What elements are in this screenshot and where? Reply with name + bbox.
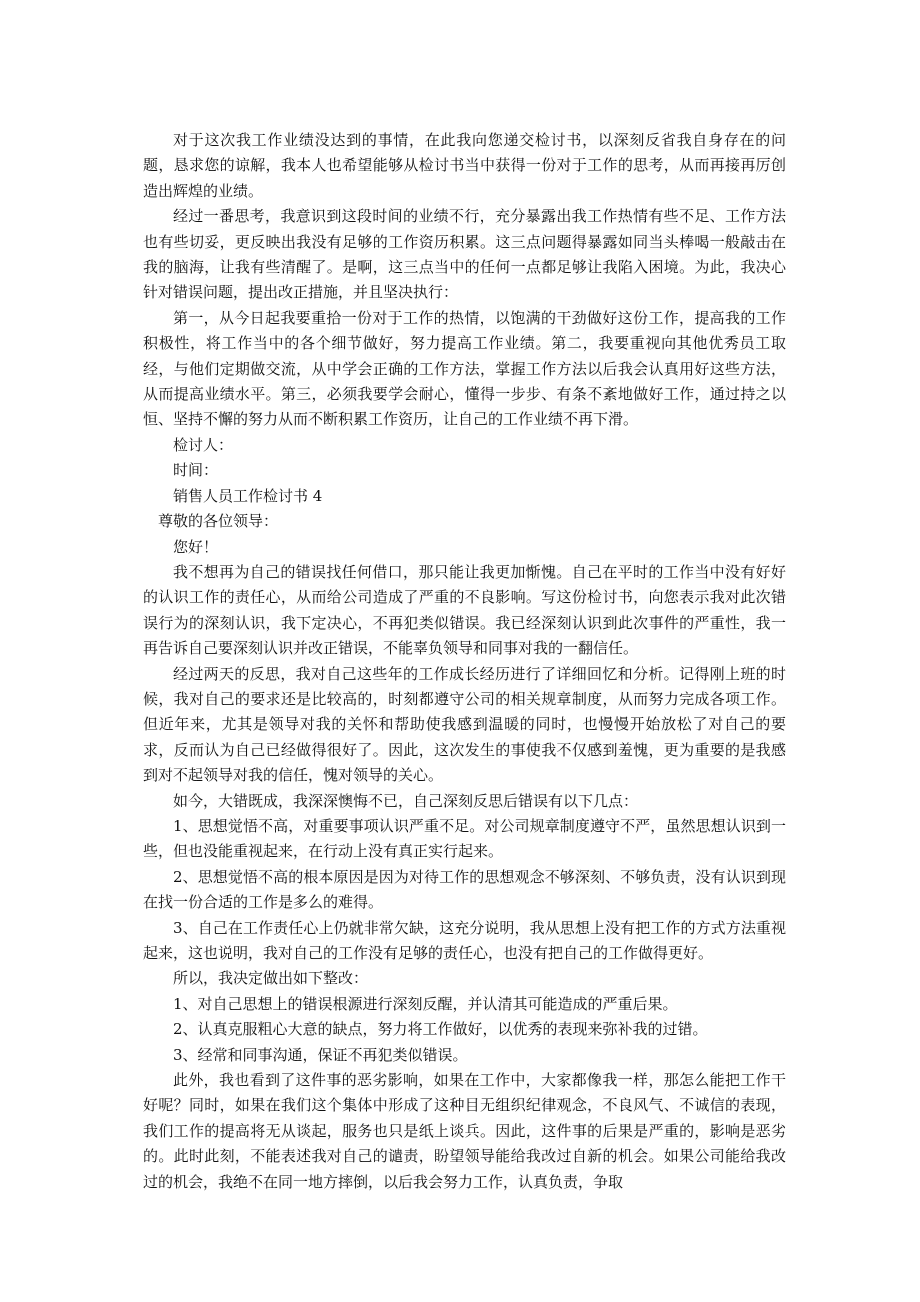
list-item: 2、认真克服粗心大意的缺点，努力将工作做好，以优秀的表现来弥补我的过错。 bbox=[173, 1020, 708, 1039]
paragraph: 经过一番思考，我意识到这段时间的业绩不行，充分暴露出我工作热情有些不足、工作方法也有些切妥，更反映出我没有足够的工作资历积累。这三点问题得暴露如同当头棒喝一般敲击在我的脑海，让我有些清醒了。是啊，这三点当中的任何一点都足够让我陷入困境。为此，我决心针对错误问题，提出改正措施，并且坚决执行： bbox=[143, 207, 786, 302]
section-title: 销售人员工作检讨书 4 bbox=[173, 486, 323, 505]
paragraph: 此外，我也看到了这件事的恶劣影响，如果在工作中，大家都像我一样，那怎么能把工作干好呢？同时，如果在我们这个集体中形成了这种目无组织纪律观念，不良风气、不诚信的表现，我们工作的提高将无从谈起，服务也只是纸上谈兵。因此，这件事的后果是严重的，影响是恶劣的。此时此刻，不能表述我对自己的谴责，盼望领导能给我改过自新的机会。如果公司能给我改过的机会，我绝不在同一地方摔倒，以后我会努力工作，认真负责，争取 bbox=[143, 1071, 786, 1191]
document-page bbox=[143, 128, 786, 1195]
list-item: 1、思想觉悟不高，对重要事项认识严重不足。对公司规章制度遵守不严，虽然思想认识到一些，但也没能重视起来，在行动上没有真正实行起来。 bbox=[143, 816, 786, 861]
list-item: 3、经常和同事沟通，保证不再犯类似错误。 bbox=[173, 1045, 468, 1064]
greeting: 您好！ bbox=[173, 537, 219, 556]
paragraph: 经过两天的反思，我对自己这些年的工作成长经历进行了详细回忆和分析。记得刚上班的时候，我对自己的要求还是比较高的，时刻都遵守公司的相关规章制度，从而努力完成各项工作。但近年来，尤其是领导对我的关怀和帮助使我感到温暖的同时，也慢慢开始放松了对自己的要求，反而认为自己已经做得很好了。因此，这次发生的事使我不仅感到羞愧，更为重要的是我感到对不起领导对我的信任，愧对领导的关心。 bbox=[143, 664, 786, 785]
time-label: 时间： bbox=[173, 461, 219, 480]
list-item: 1、对自己思想上的错误根源进行深刻反醒，并认清其可能造成的严重后果。 bbox=[173, 994, 678, 1013]
paragraph: 我不想再为自己的错误找任何借口，那只能让我更加惭愧。自己在平时的工作当中没有好好的认识工作的责任心，从而给公司造成了严重的不良影响。写这份检讨书，向您表示我对此次错误行为的深刻认识，我下定决心，不再犯类似错误。我已经深刻认识到此次事件的严重性，我一再告诉自己要深刻认识并改正错误，不能辜负领导和同事对我的一翻信任。 bbox=[143, 562, 786, 658]
paragraph: 对于这次我工作业绩没达到的事情，在此我向您递交检讨书，以深刻反省我自身存在的问题，恳求您的谅解，我本人也希望能够从检讨书当中获得一份对于工作的思考，从而再接再厉创造出辉煌的业绩。 bbox=[143, 131, 786, 200]
signer-label: 检讨人： bbox=[173, 435, 234, 454]
list-item: 3、自己在工作责任心上仍就非常欠缺，这充分说明，我从思想上没有把工作的方式方法重视起来，这也说明，我对自己的工作没有足够的责任心，也没有把自己的工作做得更好。 bbox=[143, 918, 786, 962]
list-item: 2、思想觉悟不高的根本原因是因为对待工作的思想观念不够深刻、不够负责，没有认识到现在找一份合适的工作是多么的难得。 bbox=[143, 867, 786, 912]
salutation: 尊敬的各位领导： bbox=[158, 512, 279, 531]
paragraph: 第一，从今日起我要重拾一份对于工作的热情，以饱满的干劲做好这份工作，提高我的工作积极性，将工作当中的各个细节做好，努力提高工作业绩。第二，我要重视向其他优秀员工取经，与他们定期做交流，从中学会正确的工作方法，掌握工作方法以后我会认真用好这些方法，从而提高业绩水平。第三，必须我要学会耐心，懂得一步步、有条不紊地做好工作，通过持之以恒、坚持不懈的努力从而不断积累工作资历，让自己的工作业绩不再下滑。 bbox=[143, 308, 786, 429]
paragraph: 所以，我决定做出如下整改： bbox=[173, 969, 369, 988]
paragraph: 如今，大错既成，我深深懊悔不已，自己深刻反思后错误有以下几点： bbox=[173, 791, 639, 810]
